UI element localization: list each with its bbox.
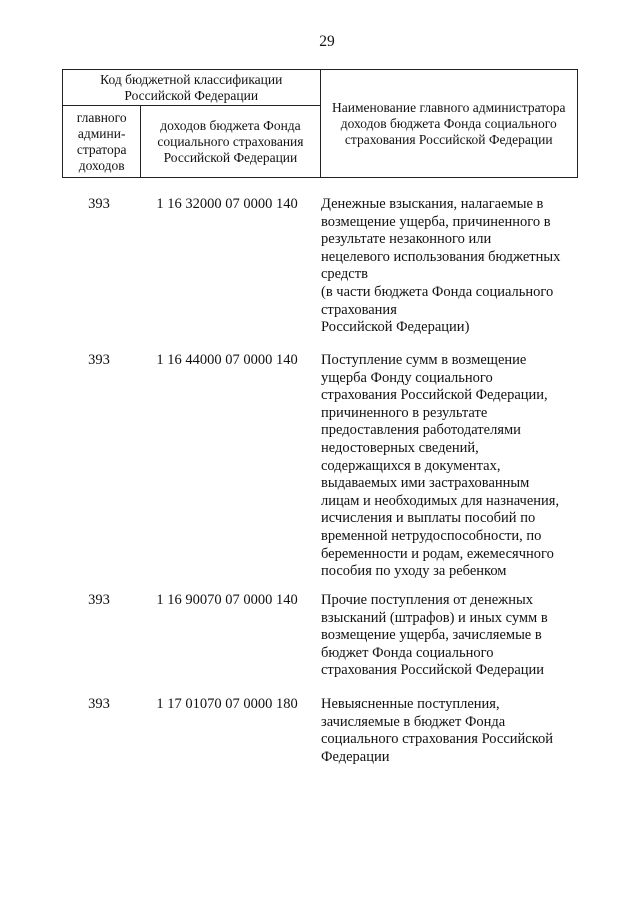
budget-income-header: доходов бюджета Фонда социального страхования Российской Федерации	[141, 106, 320, 178]
main-administrator-header: главного админи-стратора доходов	[63, 106, 141, 178]
admin-code: 393	[88, 352, 110, 368]
admin-code: 393	[88, 592, 110, 608]
income-description: Невыясненные поступления, зачисляемые в бюджет Фонда социального страхования Российской Федерации	[321, 696, 554, 765]
income-description: Денежные взыскания, налагаемые в возмещение ущерба, причиненного в результате незаконного или нецелевого использования бюджетных средств (в части бюджета Фонда социального страхования Российской Федерации)	[321, 196, 561, 336]
page-number: 29	[319, 33, 335, 50]
admin-code: 393	[88, 696, 110, 712]
admin-code: 393	[88, 196, 110, 212]
income-code: 1 16 32000 07 0000 140	[156, 196, 298, 212]
income-code: 1 16 90070 07 0000 140	[156, 592, 298, 608]
budget-classification-code-header: Код бюджетной классификации Российской Федерации	[63, 70, 321, 106]
income-code: 1 17 01070 07 0000 180	[156, 696, 298, 712]
income-code: 1 16 44000 07 0000 140	[156, 352, 298, 368]
income-description: Прочие поступления от денежных взысканий (штрафов) и иных сумм в возмещение ущерба, зачисляемые в бюджет Фонда социального страхования Российской Федерации	[321, 592, 548, 679]
administrator-name-header: Наименование главного администратора доходов бюджета Фонда социального страхования Российской Федерации	[320, 70, 578, 178]
classification-header-table	[62, 69, 578, 178]
income-description: Поступление сумм в возмещение ущерба Фонду социального страхования Российской Федерации, причиненного в результате предоставления работодателями недостоверных сведений, содержащихся в документах, выдаваемых ими застрахованным лицам и необходимых для назначения, исчисления и выплаты пособий по временной нетрудоспособности, по беременности и родам, ежемесячного пособия по уходу за ребенком	[321, 352, 560, 580]
